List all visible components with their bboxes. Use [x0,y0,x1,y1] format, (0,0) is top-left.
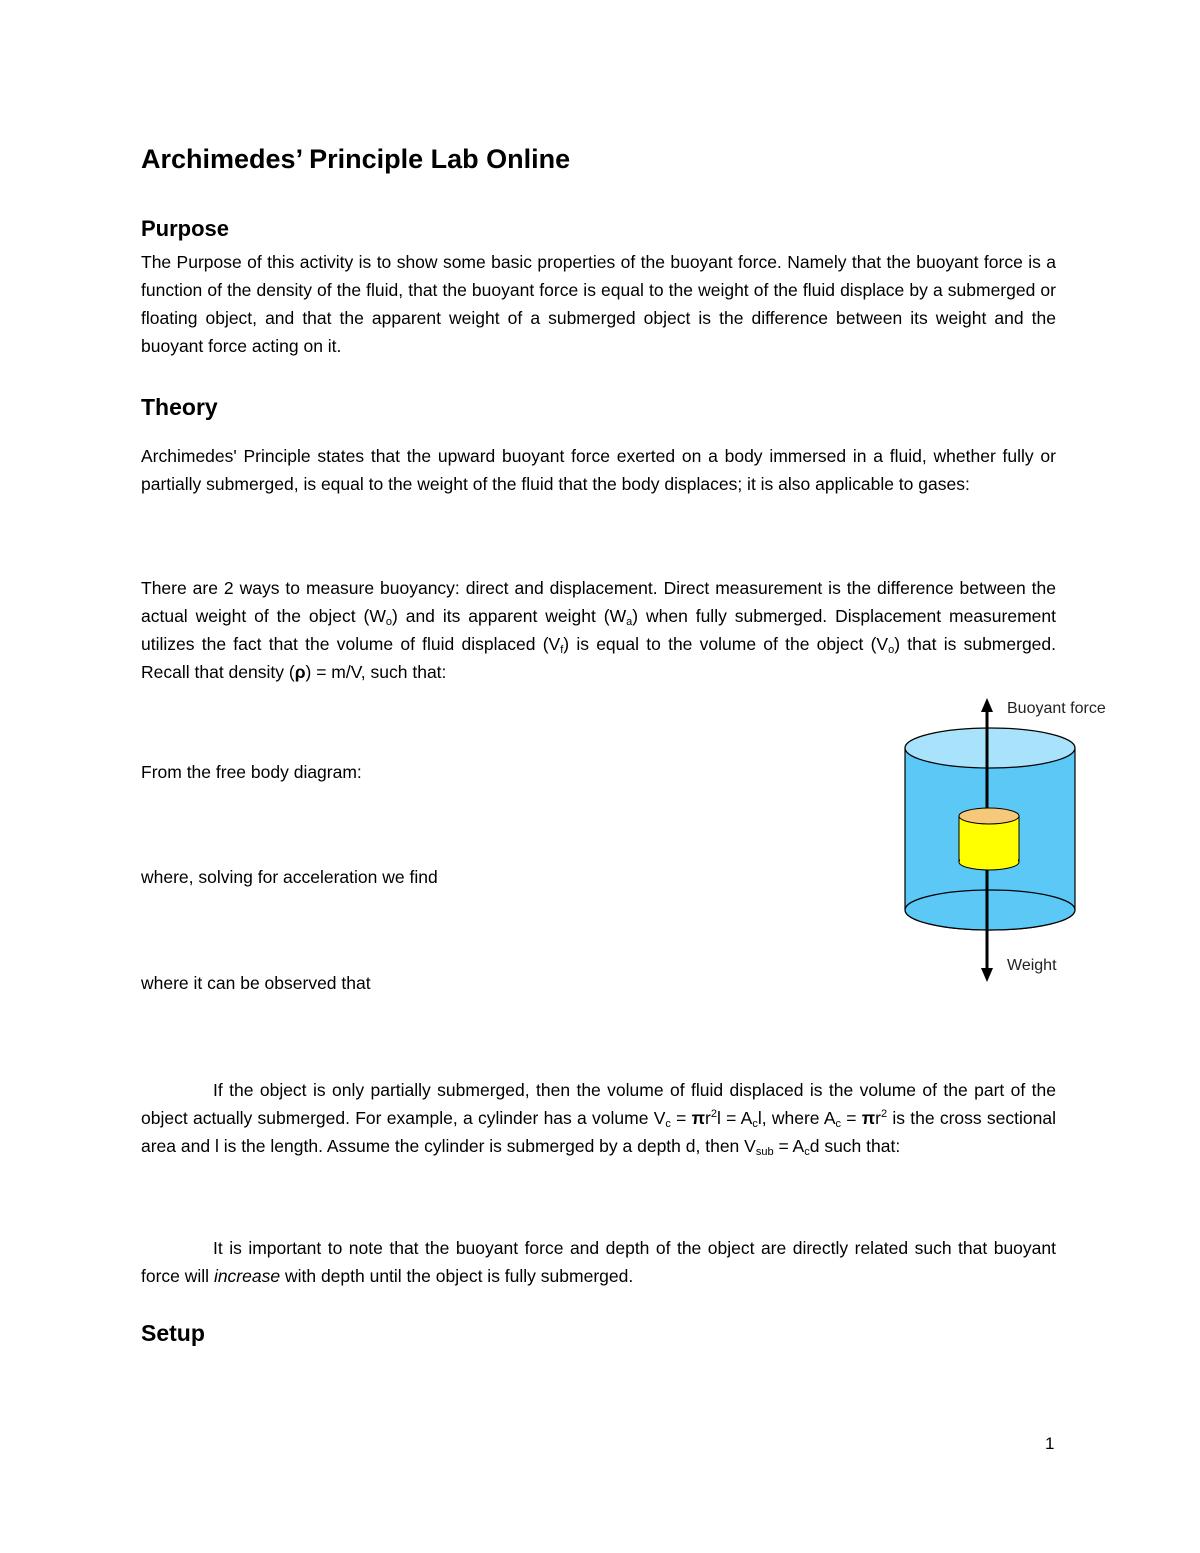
page-title: Archimedes’ Principle Lab Online [141,144,571,174]
weight-arrowhead [981,968,993,982]
submerged-object-top [959,808,1019,824]
buoyant-force-arrowhead [981,698,993,712]
free-body-diagram-line: From the free body diagram: [141,762,362,782]
setup-heading: Setup [141,1320,205,1346]
theory-paragraph-1: Archimedes' Principle states that the upward buoyant force exerted on a body immersed in a fluid, whether fully or partially submerged, is equal to the weight of the fluid that the body displaces; it is also applicable to gases: [141,446,1056,494]
page-number: 1 [1045,1434,1055,1453]
buoyant-force-label: Buoyant force [1007,700,1106,717]
purpose-paragraph: The Purpose of this activity is to show some basic properties of the buoyant force. Namely that the buoyant force is a function of the density of the fluid, that the buoyant force is equal to the weight of the fluid displace by a submerged or floating object, and that the apparent weight of a submerged object is the difference between its weight and the buoyant force acting on it. [141,252,1056,356]
fluid-surface [905,728,1075,768]
theory-paragraph-4: It is important to note that the buoyant force and depth of the object are directly related such that buoyant force will increase with depth until the object is fully submerged. [141,1238,1056,1286]
theory-paragraph-2: There are 2 ways to measure buoyancy: direct and displacement. Direct measurement is the difference between the actual weight of the object $(W_o)$ and its apparent weight $(W_a)$ when fully submerged. Displacement measurement utilizes the fact that the volume of fluid displaced $(V_f)$ is equal to the volume of the object $(V_o)$ that is submerged. Recall that density (ρ) = m/V, such that: [141,578,1057,682]
theory-paragraph-3: If the object is only partially submerged, then the volume of fluid displaced is the volume of the part of the object actually submerged. For example, a cylinder has a volume $V_c = \pi r^2l = A_cl$, where $A_c = \pi r^2$ is the cross sectional area and l is the length. Assume the cylinder is submerged by a depth d, then $V_{sub} = A_cd$ such that: [141,1080,1056,1158]
purpose-heading: Purpose [141,216,230,241]
observed-line: where it can be observed that [141,973,371,993]
buoyancy-diagram [895,690,1135,990]
weight-label: Weight [1007,957,1057,974]
theory-heading: Theory [141,394,218,420]
acceleration-line: where, solving for acceleration we find [141,867,438,887]
fluid-container-bottom [905,890,1075,930]
